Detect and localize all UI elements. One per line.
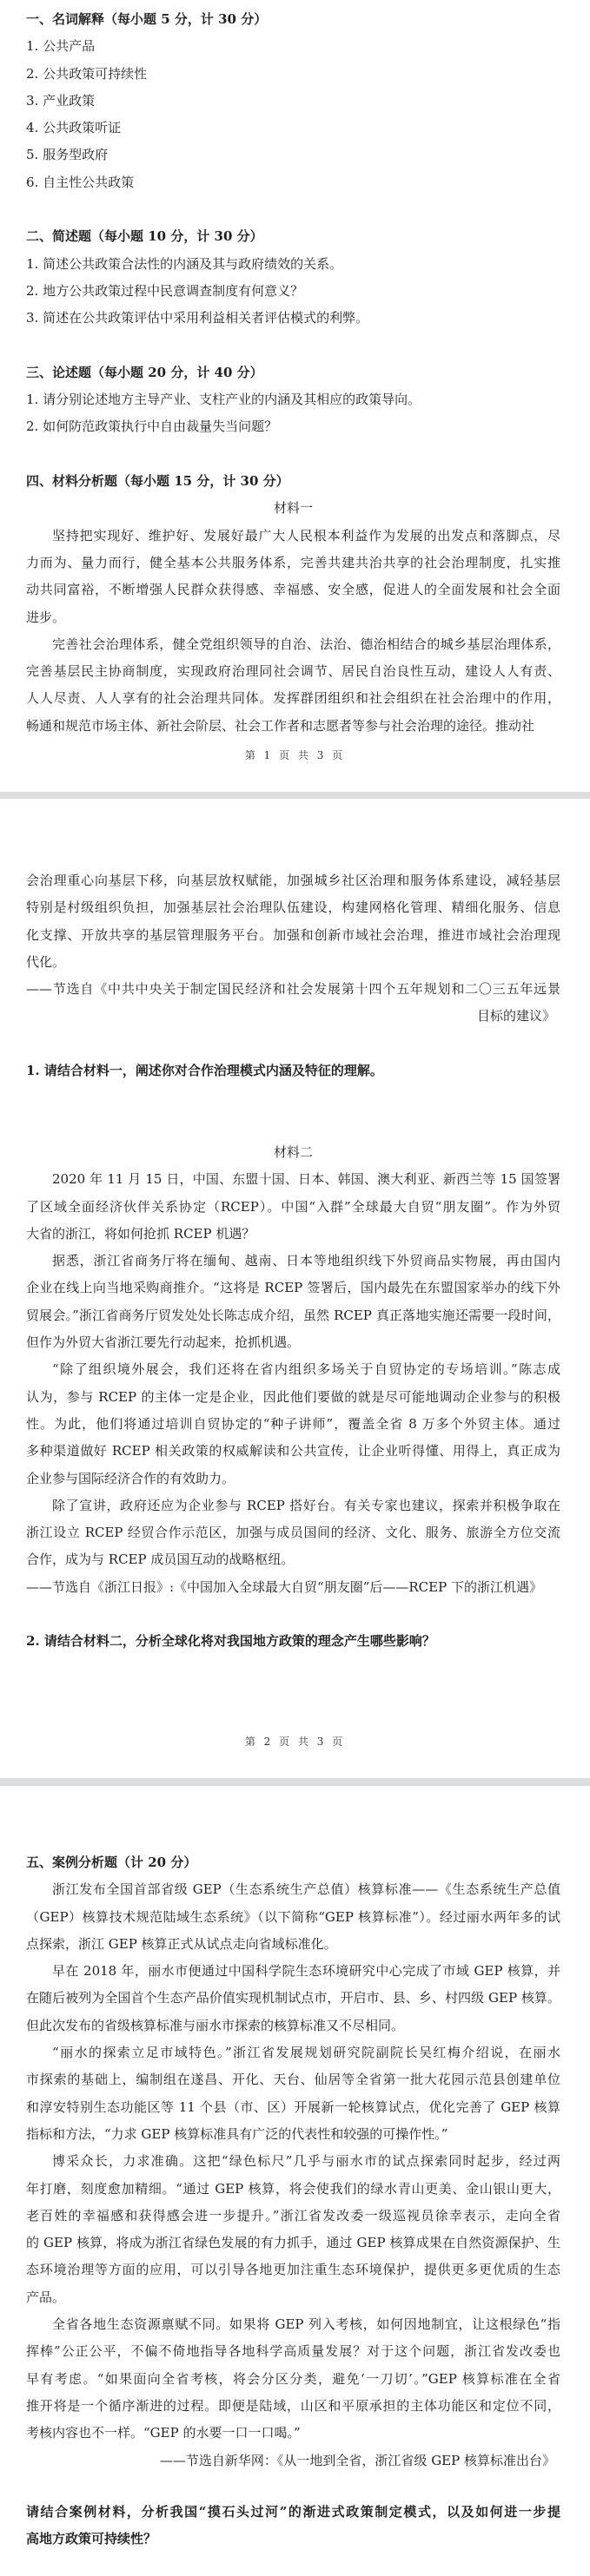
text-line: 完善基层民主协商制度，实现政府治理同社会调节、居民自治良性互动，建设人人有责、 [26, 663, 560, 680]
text-line: 会治理重心向基层下移，向基层放权赋能，加强城乡社区治理和服务体系建设，减轻基层 [26, 873, 560, 888]
section-heading: 四、材料分析题（每小题 15 分，计 30 分） [26, 473, 289, 490]
text-line: 人人尽责、人人享有的社会治理共同体。发挥群团组织和社会组织在社会治理中的作用， [26, 690, 560, 707]
text-line: ——节选自《中共中央关于制定国民经济和社会发展第十四个五年规划和二〇三五年远景 [26, 981, 560, 998]
text-line: 早在 2018 年，丽水市便通过中国科学院生态环境研究中心完成了市域 GEP 核算，并 [52, 1963, 560, 1980]
text-line: 认为，参与 RCEP 的主体一定是企业，因此他们要做的就是尽可能地调动企业参与的积极 [26, 1388, 560, 1405]
text-line: 但此次发布的省级核算标准与丽水市探索的核算标准又不尽相同。 [26, 2017, 405, 2033]
text-line: “丽水的探索立足市域特色。”浙江省发展规划研究院副院长吴红梅介绍说，在丽水 [52, 2045, 560, 2061]
text-line: 挥棒”公正公平，不偏不倚地指导各地科学高质量发展？对于这个问题，浙江省发改委也 [26, 2343, 560, 2360]
text-line: 完善社会治理体系，健全党组织领导的自治、法治、德治相结合的城乡基层治理体系， [52, 636, 560, 652]
section-heading: 三、论述题（每小题 20 分，计 40 分） [26, 364, 263, 380]
term-list [26, 33, 560, 196]
text-line: 在随后被列为全国首个生态产品价值实现机制试点市，开启市、县、乡、村四级 GEP 核算。 [26, 1990, 560, 2006]
text-line: 早有考虑。“如果面向全省考核，将会分区分类，避免‘一刀切’。”GEP 核算标准在全省 [26, 2370, 560, 2387]
text-line: 企业参与国际经济合作的有效助力。 [26, 1470, 235, 1486]
text-line: 目标的建议》 [476, 1008, 555, 1024]
exam-page-3 [0, 1786, 590, 2576]
text-line: 动共同富裕，不断增强人民群众获得感、幸福感、安全感，促进人的全面发展和社会全面 [26, 582, 560, 598]
text-line: 3. 简述在公共政策评估中采用利益相关者评估模式的利弊。 [26, 310, 369, 326]
paragraph [26, 867, 560, 976]
question [26, 2499, 560, 2553]
text-line: 企业在线上向当地采购商推介。“这将是 RCEP 签署后，国内最先在东盟国家举办的线下外 [26, 1280, 560, 1296]
question: 2. 请结合材料二，分析全球化将对我国地方政策的理念产生哪些影响？ [26, 1633, 435, 1650]
text-line: 1. 简述公共政策合法性的内涵及其与政府绩效的关系。 [26, 255, 343, 272]
text-line: 多种渠道做好 RCEP 相关政策的权威解读和公共宣传，让企业听得懂、用得上，真正成为 [26, 1443, 560, 1459]
text-line: 贸展会。”浙江省商务厅贸发处处长陈志成介绍，虽然 RCEP 真正落地实施还需要一段时间， [26, 1307, 560, 1323]
text-line: 合作，成为与 RCEP 成员国互动的战略枢纽。 [26, 1552, 295, 1568]
text-line: 点探索，浙江 GEP 核算正式从试点走向省域标准化。 [26, 1935, 337, 1952]
text-line: 指标和方法，“力求 GEP 核算标准具有广泛的代表性和较强的可操作性。” [26, 2125, 448, 2142]
text-line: 产品。 [26, 2289, 66, 2305]
paragraph [26, 2148, 560, 2311]
paragraph [26, 631, 560, 740]
section-heading: 一、名词解释（每小题 5 分，计 30 分） [26, 11, 268, 27]
text-line: 浙江发布全国首部省级 GEP（生态系统生产总值）核算标准——《生态系统生产总值 [52, 1881, 560, 1898]
text-line: 的 GEP 核算，将成为浙江省绿色发展的有力抓手，通过 GEP 核算成果在自然资源保护、生 [26, 2235, 560, 2251]
material-title: 材料一 [273, 500, 313, 517]
paragraph [26, 1248, 560, 1356]
text-line: 市探索的基础上，编制组在遂昌、开化、天台、仙居等全省第一批大花园示范县创建单位 [26, 2072, 560, 2088]
exam-page-1 [0, 0, 590, 792]
text-line: 化支撑、开放共享的基层管理服务平台。加强和创新市域社会治理，推进市域社会治理现 [26, 926, 560, 943]
text-line: 1. 公共产品 [26, 38, 96, 55]
paragraph [26, 1166, 560, 1248]
source-citation [26, 976, 560, 1031]
text-line: 和淳安特别生态功能区等 11 个县（市、区）开展新一轮核算试点，优化完善了 GEP 核算 [26, 2098, 560, 2115]
material-title: 材料二 [273, 1143, 313, 1160]
text-line: 高地方政策可持续性？ [26, 2531, 157, 2547]
text-line: 博采众长，力求准确。这把“绿色标尺”几乎与丽水市的试点探索同时起步，经过两 [52, 2153, 560, 2170]
text-line: 据悉，浙江省商务厅将在缅甸、越南、日本等地组织线下外贸商品实物展，再由国内 [52, 1253, 560, 1269]
text-line: 特别是村级组织负担，加强基层社会治理队伍建设，构建网格化管理、精细化服务、信息 [26, 899, 560, 916]
text-line: “除了组织境外展会，我们还将在省内组织多场关于自贸协定的专场培训。”陈志成 [52, 1361, 560, 1378]
question-list [26, 386, 560, 441]
text-line: 力而为、量力而行，健全基本公共服务体系，完善共建共治共享的社会治理制度，扎实推 [26, 554, 560, 570]
text-line: 了区域全面经济伙伴关系协定（RCEP）。中国“入群”全球最大自贸“朋友圈”。作为外贸 [26, 1198, 560, 1215]
text-line: 态环境治理等方面的应用，可以引导各地更加注重生态环境保护，提供更多更优质的生态 [26, 2262, 560, 2278]
text-line: 老百姓的幸福感和获得感会进一步提升。”浙江省发改委一级巡视员徐幸表示，走向全省 [26, 2207, 560, 2224]
question: 1. 请结合材料一，阐述你对合作治理模式内涵及特征的理解。 [26, 1063, 383, 1079]
exam-page-2 [0, 799, 590, 1778]
text-line: 6. 自主性公共政策 [26, 174, 135, 190]
text-line: 4. 公共政策听证 [26, 120, 122, 136]
text-line: 推开将是一个循序渐进的过程。即便是陆域，山区和平原承担的主体功能区和定位不同， [26, 2397, 560, 2414]
paragraph [26, 2039, 560, 2148]
text-line: 1. 请分别论述地方主导产业、支柱产业的内涵及其相应的政策导向。 [26, 392, 421, 408]
source-citation: ——节选自《浙江日报》:《中国加入全球最大自贸“朋友圈”后——RCEP 下的浙江机遇》 [26, 1578, 542, 1595]
text-line: 但作为外贸大省浙江要先行动起来，抢抓机遇。 [26, 1334, 301, 1351]
text-line: 进步。 [26, 609, 66, 625]
text-line: 大省的浙江，将如何抢抓 RCEP 机遇？ [26, 1225, 255, 1242]
text-line: 5. 服务型政府 [26, 147, 109, 163]
text-line: 3. 产业政策 [26, 92, 96, 109]
question-list [26, 251, 560, 333]
text-line: 请结合案例材料，分析我国“摸石头过河”的渐进式政策制定模式，以及如何进一步提 [26, 2503, 560, 2520]
source-citation: ——节选自新华网：《从一地到全省，浙江省级 GEP 核算标准出台》 [159, 2452, 555, 2468]
section-heading: 二、简述题（每小题 10 分，计 30 分） [26, 228, 263, 245]
paragraph [26, 1876, 560, 1958]
paragraph [26, 1958, 560, 2039]
text-line: 除了宣讲，政府还应为企业参与 RCEP 搭好台。有关专家也建议，探索并积极争取在 [52, 1497, 560, 1513]
text-line: 2020 年 11 月 15 日，中国、东盟十国、日本、韩国、澳大利亚、新西兰等 15 国签署 [52, 1171, 560, 1188]
page-number: 第 1 页 共 3 页 [244, 749, 346, 761]
text-line: 年打磨，刻度愈加精细。“通过 GEP 核算，将会使我们的绿水青山更美、金山银山更大， [26, 2180, 560, 2197]
text-line: 全省各地生态资源禀赋不同。如果将 GEP 列入考核，如何因地制宜，让这根绿色“指 [52, 2316, 560, 2333]
text-line: 浙江设立 RCEP 经贸合作示范区，加强与成员国间的经济、文化、服务、旅游全方位交流 [26, 1525, 560, 1541]
paragraph [26, 523, 560, 631]
text-line: 2. 公共政策可持续性 [26, 65, 148, 82]
page-number: 第 2 页 共 3 页 [244, 1736, 346, 1748]
section-heading: 五、案例分析题（计 20 分） [26, 1855, 197, 1870]
text-line: 坚持把实现好、维护好、发展好最广大人民根本利益作为发展的出发点和落脚点，尽 [52, 527, 560, 544]
paragraph [26, 1356, 560, 1492]
text-line: 2. 地方公共政策过程中民意调查制度有何意义？ [26, 282, 304, 299]
text-line: 考核内容也不一样。“GEP 的水要一口一口喝。” [26, 2425, 301, 2441]
text-line: 2. 如何防范政策执行中自由裁量失当问题？ [26, 418, 278, 435]
paragraph [26, 1492, 560, 1574]
paragraph [26, 2311, 560, 2447]
text-line: 代化。 [26, 953, 66, 970]
text-line: 性。为此，他们将通过培训自贸协定的“种子讲师”，覆盖全省 8 万多个外贸主体。通过 [26, 1415, 560, 1432]
text-line: （GEP）核算技术规范陆域生态系统》（以下简称“GEP 核算标准”）。经过丽水两年多的试 [26, 1908, 560, 1925]
text-line: 畅通和规范市场主体、新社会阶层、社会工作者和志愿者等参与社会治理的途径。推动社 [26, 717, 535, 734]
